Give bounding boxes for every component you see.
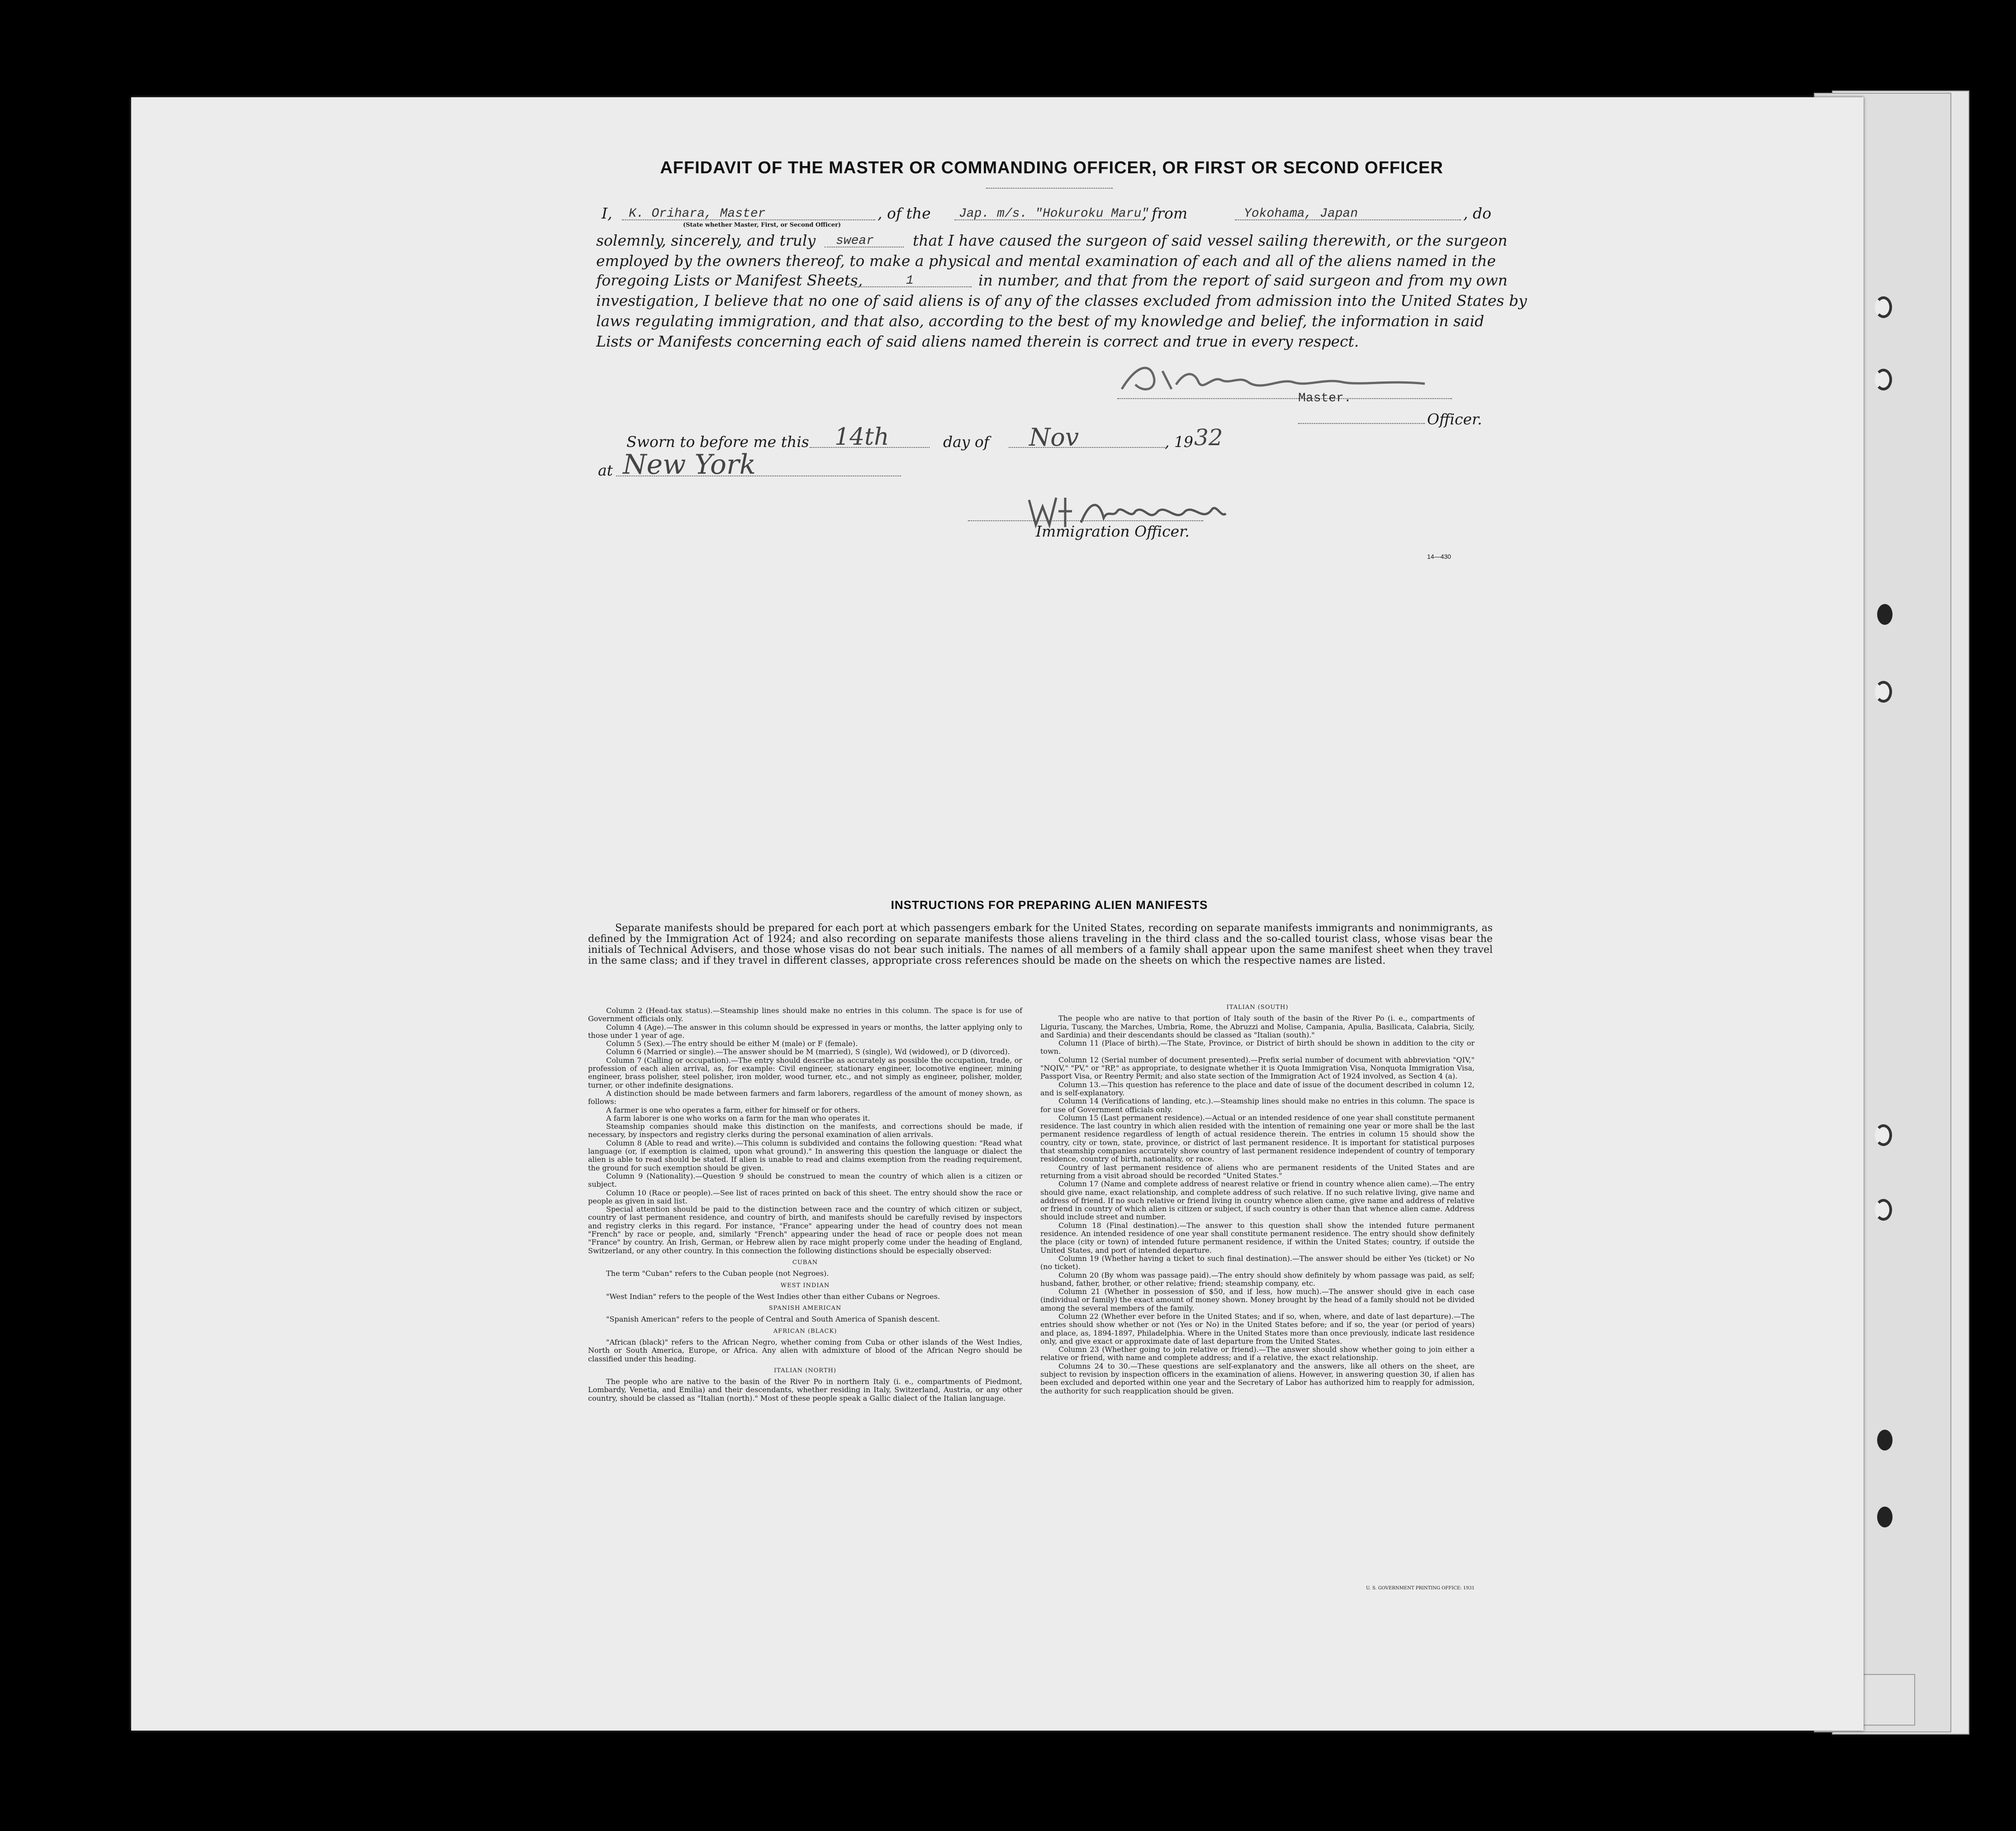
affidavit-line-1 [602,205,1506,228]
instruction-paragraph: Steamship companies should make this distinction on the manifests, and corrections should be made, if necessary, by inspectors and registry clerks during the personal examination of alien arrivals. [588,1122,1022,1139]
instruction-paragraph: Column 18 (Final destination).—The answer to this question shall show the intended future permanent residence. An intended residence of one year shall constitute permanent residence. The entry should show definitely the place (city or town) of intended future permanent residence, if within the United States; country, if outside the United States, and port of intended departure. [1040,1221,1475,1255]
port-rule [1235,219,1461,220]
instruction-paragraph: Country of last permanent residence of aliens who are permanent residents of the United States and are returning from a visit abroad should be recorded "United States." [1040,1163,1475,1180]
instructions-intro: Separate manifests should be prepared for each port at which passengers embark for the United States, recording on separate manifests immigrants and nonimmigrants, as defined by the Immigration Act of 1924; and also recording on separate manifests those aliens traveling in the third class and the so-called tourist class, whose visas bear the initials of Technical Advisers, and those whose visas do not bear such initials. The names of all members of a family shall appear upon the same manifest sheet when they travel in the same class; and if they travel in different classes, appropriate cross references should be made on the sheets on which the respective names are listed. [588,923,1493,966]
instruction-paragraph: Column 12 (Serial number of document presented).—Prefix serial number of document with abbreviation "QIV," "NQIV," "PV," or "RP," as appropriate, to designate whether it is Quota Immigration Visa, Nonquota Immigration Visa, Passport Visa, or Reentry Permit; and also state section of the Immigration Act of 1924 involved, as Section 4 (a). [1040,1055,1475,1081]
master-signature-rule [1117,398,1452,399]
instruction-paragraph: A farmer is one who operates a farm, either for himself or for others. [606,1105,860,1114]
port-field: Yokohama, Japan [1244,207,1358,221]
affidavit-title: AFFIDAVIT OF THE MASTER OR COMMANDING OFFICER, OR FIRST OR SECOND OFFICER [660,158,1443,177]
sheets-rule [854,286,972,287]
binder-hole [1875,369,1892,390]
instructions-title: INSTRUCTIONS FOR PREPARING ALIEN MANIFESTS [891,898,1208,912]
of-the-label: , of the [878,205,931,222]
instruction-paragraph: The people who are native to the basin of the River Po in northern Italy (i. e., compartments of Piedmont, Lombardy, Venetia, and Emilia) and their descendants, whether residing in Italy, Switzerland, Austria, or any other country, should be classed as "Italian (north)." Most of these people speak a Gallic dialect of the Italian language. [588,1377,1022,1403]
affidavit-line-5: investigation, I believe that no one of said aliens is of any of the classes excluded from admission into the United States by [596,292,1527,309]
month-field: Nov [1029,423,1079,452]
i-label: I, [602,205,612,222]
day-rule [810,447,930,448]
instructions-left-column [588,1007,1022,1403]
instruction-paragraph: Column 5 (Sex).—The entry should be either M (male) or F (female). [606,1039,858,1048]
month-rule [1009,447,1167,448]
instruction-paragraph: A distinction should be made between farmers and farm laborers, regardless of the amount of money shown, as follows: [588,1089,1022,1106]
instruction-paragraph: The people who are native to that portion of Italy south of the basin of the River Po (i. e., compartments of Liguria, Tuscany, the Marches, Umbria, Rome, the Abruzzi and Molise, Campania, Apulia, Basilicata, Calabria, Sicily, and Sardinia) and their descendants should be classed as "Italian (south)." [1040,1014,1475,1039]
printer-note: U. S. GOVERNMENT PRINTING OFFICE: 1931 [1366,1586,1475,1591]
sworn-label: Sworn to before me this [626,433,809,451]
at-line [598,449,915,486]
section-heading: ITALIAN (NORTH) [774,1367,836,1374]
instruction-paragraph: Column 10 (Race or people).—See list of races printed on back of this sheet. The entry should show the race or people as given in said list. [588,1188,1022,1205]
immigration-officer-label: Immigration Officer. [1036,523,1190,540]
instruction-paragraph: Column 14 (Verifications of landing, etc.).—Steamship lines should make no entries in this column. The space is for use of Government officials only. [1040,1097,1475,1114]
instruction-paragraph: Column 13.—This question has reference to the place and date of issue of the document described in column 12, and is self-explanatory. [1040,1080,1475,1097]
instruction-paragraph: "West Indian" refers to the people of the West Indies other than either Cubans or Negroes. [606,1292,940,1301]
instruction-paragraph: Column 17 (Name and complete address of nearest relative or friend in country whence alien came).—The entry should give name, exact relationship, and complete address of such relative. If no such relative living, give name and address of friend. If no such relative or friend living in country whence alien came, give name and address of relative or friend in country of which alien is citizen or subject, if such country is other than that whence alien came. Address should include street and number. [1040,1179,1475,1222]
instructions-right-column [1040,1000,1475,1395]
oath-field: swear [836,234,874,248]
instruction-paragraph: Column 20 (By whom was passage paid).—The entry should show definitely by whom passage was paid, as self; husband, father, brother, or other relative; friend; steamship company, etc. [1040,1270,1475,1288]
affidavit-text: foregoing Lists or Manifest Sheets, [596,271,863,289]
affidavit-line-2 [596,233,1510,251]
instruction-paragraph: Column 22 (Whether ever before in the United States; and if so, when, where, and date of last departure).—The entries should show whether or not (Yes or No) in the United States before; and if so, the year (or period of years) and place, as, 1894-1897, Philadelphia. Where in the United States more than once previously, indicate last residence only, and give exact or approximate date of last departure from the United States. [1040,1312,1475,1346]
section-heading: AFRICAN (BLACK) [773,1327,837,1335]
sheets-field: 1 [906,274,914,288]
form-number: 14—430 [1427,553,1451,560]
vessel-rule [954,219,1144,220]
instruction-paragraph: Column 9 (Nationality).—Question 9 should be construed to mean the country of which alien is a citizen or subject. [588,1171,1022,1189]
instruction-paragraph: Column 4 (Age).—The answer in this column should be expressed in years or months, the latter applying only to those under 1 year of age. [588,1023,1022,1040]
affidavit-line-3: employed by the owners thereof, to make a physical and mental examination of each and all of the aliens named in the [596,252,1496,270]
instruction-paragraph: Column 11 (Place of birth).—The State, Province, or District of birth should be shown in addition to the city or town. [1040,1039,1475,1056]
instruction-paragraph: Column 7 (Calling or occupation).—The entry should describe as accurately as possible the occupation, trade, or profession of each alien arrival, as, for example: Civil engineer, stationary engineer, locomotive engineer, mining engineer, brass polisher, steel polisher, iron molder, wood turner, etc., and not simply as engineer, polisher, molder, turner, or other indefinite designations. [588,1056,1022,1089]
vessel-name-field: Jap. m/s. "Hokuroku Maru" [959,207,1149,221]
from-label: , from [1142,205,1188,222]
do-label: , do [1463,205,1491,222]
binder-hole [1877,1430,1893,1451]
instruction-paragraph: Column 19 (Whether having a ticket to such final destination).—The answer should be either Yes (ticket) or No (no ticket). [1040,1254,1475,1271]
immigration-officer-rule [968,520,1203,521]
binder-hole [1877,604,1893,625]
officer-name-rule [622,219,875,220]
instruction-paragraph: Column 23 (Whether going to join relative or friend).—The answer should show whether going to join either a relative or friend, with name and complete address; and if a relative, the exact relationship. [1040,1345,1475,1362]
section-heading: ITALIAN (SOUTH) [1226,1004,1289,1011]
officer-label: Officer. [1427,410,1482,428]
year-field: 32 [1194,424,1223,451]
instruction-paragraph: Column 8 (Able to read and write).—This column is subdivided and contains the following question: "Read what language (or, if exemption is claimed, upon what ground)." In answering this question the language or dialect the alien is able to read should be stated. If alien is unable to read and claims exemption from the reading requirement, the ground for such exemption should be given. [588,1138,1022,1172]
section-heading: SPANISH AMERICAN [768,1305,842,1312]
day-of-label: day of [943,433,990,451]
section-heading: WEST INDIAN [780,1282,830,1289]
instruction-paragraph: Column 2 (Head-tax status).—Steamship lines should make no entries in this column. The space is for use of Government officials only. [588,1006,1022,1023]
affidavit-text: that I have caused the surgeon of said vessel sailing therewith, or the surgeon [913,232,1508,249]
section-heading: CUBAN [792,1259,818,1266]
title-underline [986,188,1113,189]
instruction-paragraph: "African (black)" refers to the African Negro, whether coming from Cuba or other islands of the West Indies, North or South America, Europe, or Africa. Any alien with admixture of blood of the African Negro should be classified under this heading. [588,1337,1022,1363]
affidavit-text: in number, and that from the report of said surgeon and from my own [978,271,1508,289]
place-field: New York [623,449,756,480]
binder-hole [1875,1199,1892,1221]
instruction-paragraph: Column 21 (Whether in possession of $50, and if less, how much).—The answer should give in each case (individual or family) the exact amount of money shown. Money brought by the head of a family should not be divided among the several members of the family. [1040,1287,1475,1313]
instruction-paragraph: A farm laborer is one who works on a farm for the man who operates it. [606,1113,870,1122]
affidavit-line-6: laws regulating immigration, and that also, according to the best of my knowledge and belief, the information in said [596,312,1485,330]
instruction-paragraph: Column 6 (Married or single).—The answer should be M (married), S (single), Wd (widowed), or D (divorced). [606,1047,1010,1056]
at-label: at [598,461,613,479]
year-prefix: , 19 [1165,433,1193,451]
binder-hole [1875,296,1892,318]
binder-hole [1875,681,1892,703]
binder-hole [1875,1124,1892,1146]
officer-name-field: K. Orihara, Master [629,207,766,221]
master-label: Master. [1298,391,1352,405]
instruction-paragraph: The term "Cuban" refers to the Cuban people (not Negroes). [606,1269,829,1278]
affidavit-text: solemnly, sincerely, and truly [596,232,816,249]
affidavit-line-7: Lists or Manifests concerning each of said aliens named therein is correct and true in every respect. [596,333,1359,350]
instruction-paragraph: Columns 24 to 30.—These questions are self-explanatory and the answers, like all others on the sheet, are subject to revision by inspection officers in the examination of aliens. However, in answering question 30, if alien has been excluded and deported within one year and the Secretary of Labor has authorized him to reapply for admission, the authority for such reapplication should be given. [1040,1361,1475,1395]
day-field: 14th [835,423,889,451]
affidavit-line-4 [596,273,1510,291]
instruction-paragraph: Column 15 (Last permanent residence).—Actual or an intended residence of one year shall constitute permanent residence. The last country in which alien resided with the intention of remaining one year or more shall be the last permanent residence regardless of length of actual residence therein. The entries in column 15 should show the country, city or town, state, province, or district of last permanent residence. It is important for statistical purposes that steamship companies accurately show country of last permanent residence independent of country of temporary residence, country of birth, nationality, or race. [1040,1113,1475,1164]
binder-hole [1877,1507,1893,1527]
master-signature [1117,357,1434,398]
officer-note: (State whether Master, First, or Second Officer) [683,222,841,228]
instruction-paragraph: Special attention should be paid to the distinction between race and the country of which citizen or subject, country of last permanent residence, and country of birth, and manifests should be carefully revised by inspectors and registry clerks in this regard. For instance, "France" appearing under the head of country does not mean "French" by race or people, and, similarly "French" appearing under the head of race or people does not mean "France" by country. An Irish, German, or Hebrew alien by race might properly come under the heading of England, Switzerland, or any other country. In this connection the following distinctions should be especially observed: [588,1205,1022,1255]
officer-rule [1298,423,1425,424]
instruction-paragraph: "Spanish American" refers to the people of Central and South America of Spanish descent. [606,1315,940,1324]
